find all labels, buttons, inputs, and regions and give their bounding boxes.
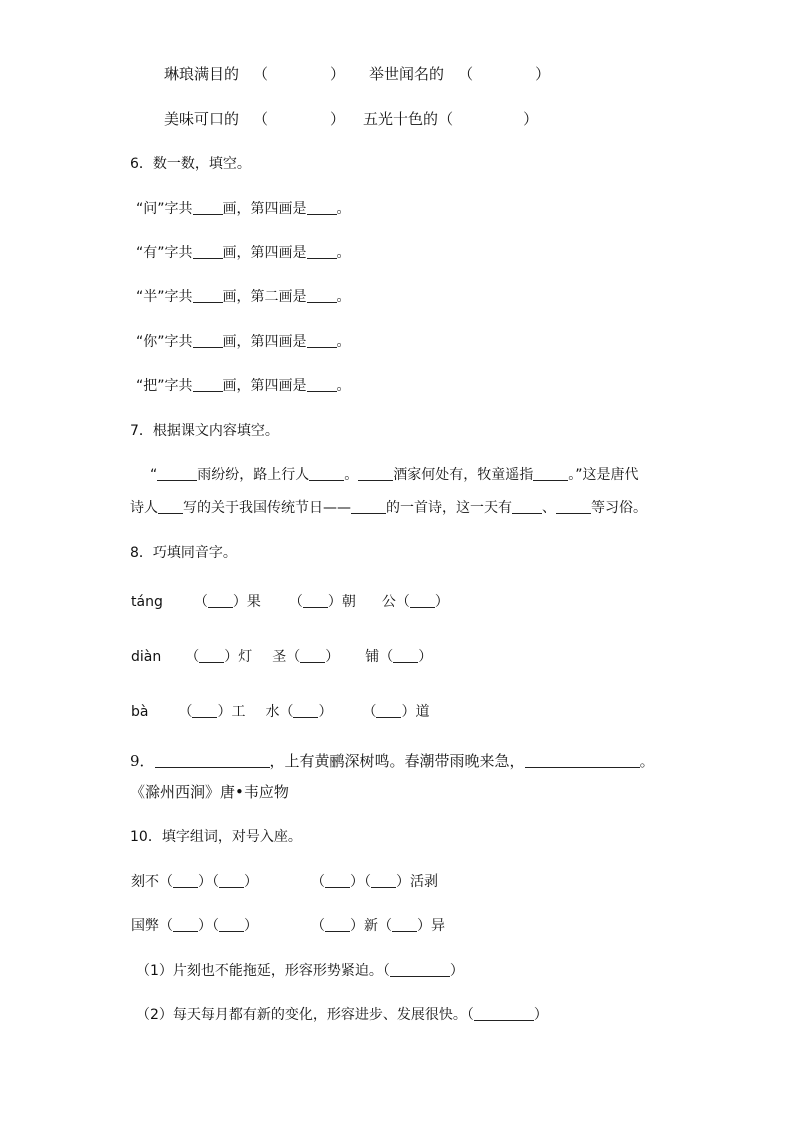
idiom-word: 琳琅满目的 [164, 65, 240, 83]
answer-blank[interactable] [390, 962, 450, 977]
answer-blank[interactable] [300, 648, 325, 663]
answer-blank[interactable] [193, 200, 223, 215]
idiom-definition-1: （1）片刻也不能拖延，形容形势紧迫。（ ） [136, 963, 464, 979]
poem-source: 《滁州西涧》唐•韦应物 [130, 783, 289, 801]
answer-blank[interactable] [293, 703, 318, 718]
answer-blank[interactable] [193, 244, 223, 259]
stroke-row: “有”字共 画，第四画是 。 [136, 245, 351, 261]
answer-blank[interactable] [309, 466, 344, 481]
pinyin: diàn [131, 649, 162, 665]
answer-blank[interactable] [199, 648, 224, 663]
answer-blank[interactable] [358, 466, 393, 481]
answer-blank[interactable] [307, 244, 337, 259]
question-9-line: 9． ，上有黄鹂深树鸣。春潮带雨晚来急， 。 [130, 752, 655, 770]
idiom-fill-row-2: 国弊（ ）（ ） （ ）新（ ）异 [131, 918, 445, 934]
answer-blank[interactable] [393, 648, 418, 663]
answer-blank[interactable] [307, 200, 337, 215]
answer-blank[interactable] [303, 593, 328, 608]
answer-blank[interactable] [512, 499, 542, 514]
answer-blank[interactable] [192, 703, 217, 718]
answer-blank[interactable] [307, 288, 337, 303]
answer-blank[interactable] [307, 333, 337, 348]
poem-fill-line-2: 诗人 写的关于我国传统节日—— 的一首诗，这一天有 、 等习俗。 [130, 500, 647, 516]
homophone-row: táng （ ）果 （ ）朝 公（ ） [131, 594, 449, 610]
answer-blank[interactable] [208, 593, 233, 608]
answer-blank[interactable] [157, 466, 197, 481]
answer-blank[interactable] [525, 753, 640, 768]
stroke-row: “问”字共 画，第四画是 。 [136, 201, 351, 217]
answer-blank[interactable] [371, 873, 396, 888]
answer-blank[interactable] [173, 917, 198, 932]
answer-blank[interactable] [533, 466, 568, 481]
question-10-title: 10．填字组词，对号入座。 [130, 829, 302, 845]
answer-blank[interactable] [392, 917, 417, 932]
answer-blank[interactable] [410, 593, 435, 608]
question-7-title: 7．根据课文内容填空。 [130, 423, 279, 439]
answer-blank[interactable] [193, 377, 223, 392]
answer-blank[interactable] [556, 499, 591, 514]
answer-blank[interactable] [193, 333, 223, 348]
answer-blank[interactable] [474, 1006, 534, 1021]
idiom-word: 五光十色的 [363, 110, 439, 128]
pinyin: táng [131, 594, 163, 610]
poem-fill-line-1: “ 雨纷纷，路上行人 。 酒家何处有，牧童遥指 。”这是唐代 [150, 467, 639, 483]
idiom-fill-row-1: 刻不（ ）（ ） （ ）（ ）活剥 [131, 874, 438, 890]
answer-blank[interactable] [219, 917, 244, 932]
stroke-row: “你”字共 画，第四画是 。 [136, 334, 351, 350]
answer-blank[interactable] [307, 377, 337, 392]
idiom-row-1: 琳琅满目的 （ ） 举世闻名的 （ ） [164, 65, 551, 83]
homophone-row: bà （ ）工 水（ ） （ ）道 [131, 704, 430, 720]
answer-blank[interactable] [376, 703, 401, 718]
pinyin: bà [131, 704, 149, 720]
idiom-definition-2: （2）每天每月都有新的变化，形容进步、发展很快。（ ） [136, 1007, 548, 1023]
stroke-row: “把”字共 画，第四画是 。 [136, 378, 351, 394]
idiom-word: 举世闻名的 [369, 65, 445, 83]
question-6-title: 6．数一数，填空。 [130, 156, 251, 172]
answer-blank[interactable] [158, 499, 183, 514]
answer-blank[interactable] [325, 873, 350, 888]
stroke-row: “半”字共 画，第二画是 。 [136, 289, 351, 305]
answer-blank[interactable] [173, 873, 198, 888]
homophone-row: diàn （ ）灯 圣（ ） 铺（ ） [131, 649, 433, 665]
answer-blank[interactable] [193, 288, 223, 303]
answer-blank[interactable] [155, 753, 270, 768]
answer-blank[interactable] [351, 499, 386, 514]
idiom-row-2: 美味可口的 （ ） 五光十色的（ ） [164, 110, 539, 128]
question-8-title: 8．巧填同音字。 [130, 545, 237, 561]
idiom-word: 美味可口的 [164, 110, 240, 128]
answer-blank[interactable] [325, 917, 350, 932]
answer-blank[interactable] [219, 873, 244, 888]
